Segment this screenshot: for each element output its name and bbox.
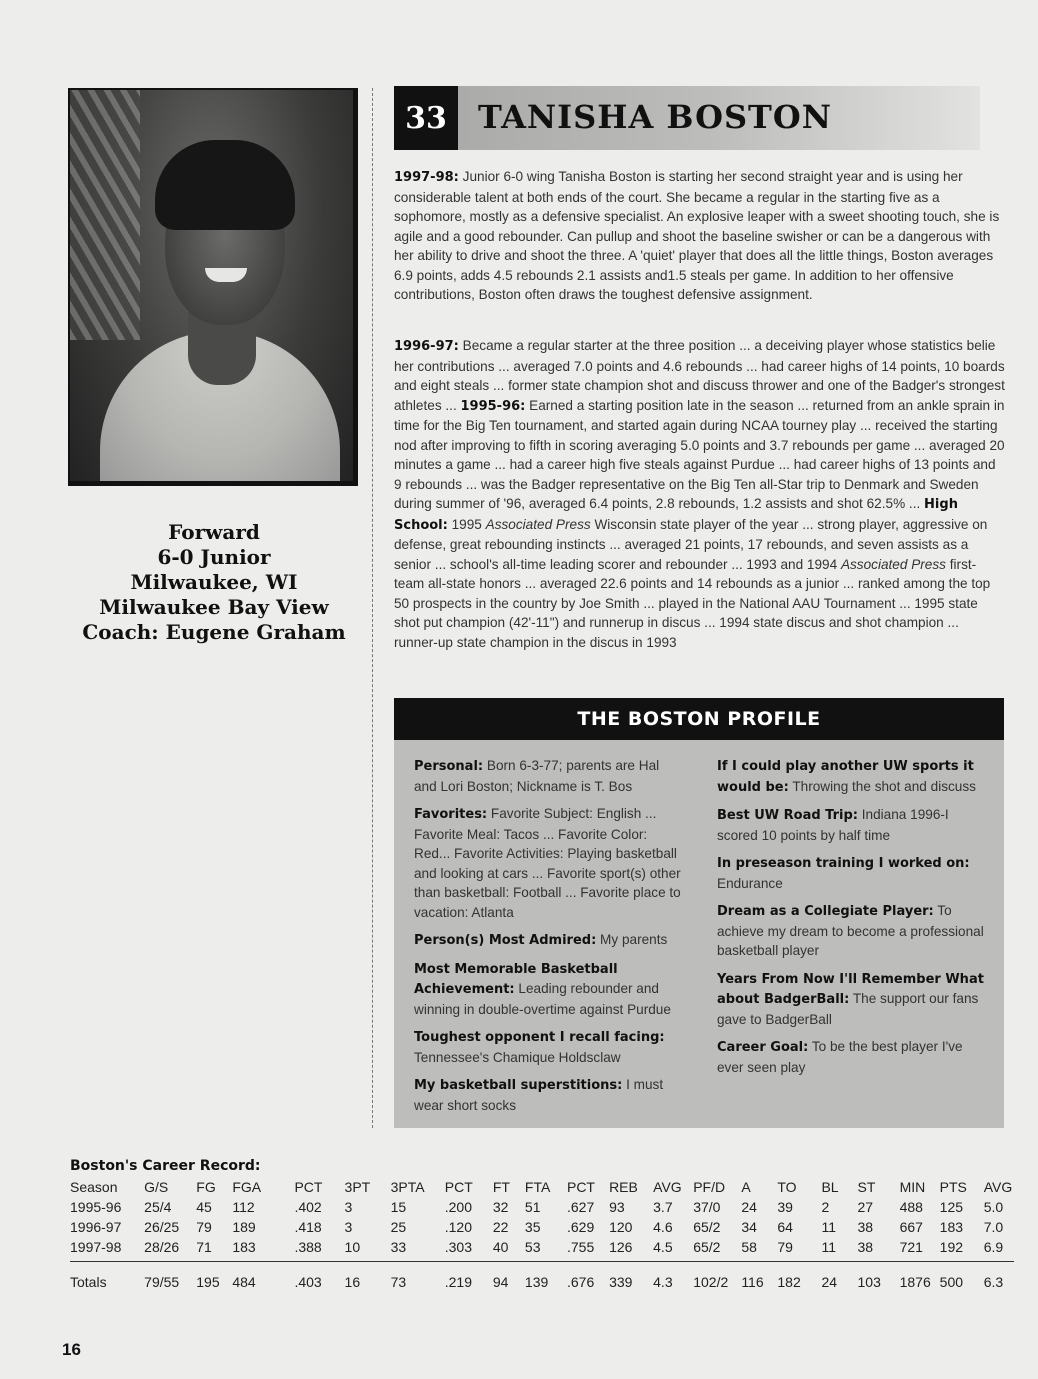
table-cell: 1876 [900,1261,940,1290]
bio-paragraph-1997 [394,167,1006,305]
table-cell: FG [196,1179,216,1195]
table-cell: 183 [232,1239,256,1255]
table-cell: 28/26 [144,1239,180,1255]
table-cell: 24 [821,1261,857,1290]
player-height-class: 6-0 Junior [157,545,271,569]
profile-right-column [717,756,987,1085]
profile-item [717,1037,987,1077]
profile-item-text: I must wear short socks [414,1077,664,1113]
table-cell: .303 [444,1239,472,1255]
profile-item-label: Toughest opponent I recall facing: [414,1030,665,1045]
table-row [70,1237,1014,1257]
profile-item-text: To be the best player I've ever seen play [717,1039,963,1075]
table-cell: 7.0 [983,1219,1004,1235]
table-cell: .418 [294,1219,322,1235]
table-totals-row [70,1261,1014,1290]
table-cell: 38 [857,1239,874,1255]
table-cell: PF/D [693,1179,726,1195]
table-cell: 1997-98 [70,1239,122,1255]
table-cell: FGA [232,1179,262,1195]
table-cell: 34 [741,1219,757,1235]
table-cell: 16 [345,1261,391,1290]
profile-item [414,1075,684,1115]
table-cell: 79 [777,1239,793,1255]
table-cell: 79/55 [144,1261,196,1290]
table-cell: 5.0 [983,1199,1004,1215]
player-vitals [60,520,368,645]
profile-item-label: Career Goal: [717,1040,809,1055]
profile-item [717,853,987,893]
table-cell: 192 [939,1239,964,1255]
table-cell: TO [777,1179,797,1195]
table-header-row [70,1177,1014,1197]
table-cell: 11 [821,1219,836,1235]
table-cell: 94 [493,1261,525,1290]
table-cell: 25 [390,1219,407,1235]
career-record [70,1158,1014,1290]
bio-label-1995: 1995-96: [460,398,526,414]
table-cell: .388 [294,1239,322,1255]
table-cell: .200 [444,1199,472,1215]
table-cell: 120 [609,1219,633,1235]
table-cell: .402 [294,1199,322,1215]
table-cell: 24 [741,1199,757,1215]
bio-text-1996: Became a regular starter at the three position ... a deceiving player whose statistics belie her contributions ... averaged 7.0 points and 4.6 rebounds ... had career highs of 14 points, 10 boards and eight steals ... former state champion shot and discuss thrower and one of the Badger's strongest athletes ... [394,338,1005,413]
profile-item [414,756,684,796]
profile-item [414,930,684,951]
bio-label-1997: 1997-98: [394,170,459,185]
profile-item [414,804,684,922]
profile-item-label: In preseason training I worked on: [717,856,970,871]
table-cell: 11 [821,1239,836,1255]
table-cell: AVG [653,1179,682,1195]
table-row [70,1197,1014,1217]
table-cell: 25/4 [144,1199,172,1215]
table-cell: 3 [344,1219,353,1235]
table-cell: REB [609,1179,638,1195]
table-cell: 37/0 [693,1199,721,1215]
table-cell: 488 [899,1199,923,1215]
profile-item-text: Favorite Subject: English ... Favorite Meal: Tacos ... Favorite Color: Red... Favorite Activities: Playing basketball and looking at cars ... Favorite sport(s) other than basketball: Football ... Favorite place to vacation: Atlanta [414,806,681,920]
bio-text-hs-b: Wisconsin state player of the year ... strong player, aggressive on defense, great rebounding instincts ... averaged 21 points, 17 rebounds, and seven assists as a senior ... school's all-time leading scorer and rebounder ... 1993 and 1994 [394,516,988,572]
table-cell: 58 [741,1239,757,1255]
table-cell: 1995-96 [70,1199,122,1215]
table-cell: PCT [294,1179,323,1195]
table-cell: .403 [294,1261,344,1290]
table-cell: 112 [232,1199,255,1215]
table-cell: 33 [390,1239,407,1255]
profile-item-text: Endurance [717,875,783,891]
profile-item-label: Years From Now I'll Remember What about BadgerBall: [717,971,984,1007]
table-cell: 51 [524,1199,541,1215]
table-cell: 125 [939,1199,964,1215]
jersey-number: 33 [394,86,458,150]
table-cell: 195 [196,1261,232,1290]
profile-item-text: To achieve my dream to become a professional basketball player [717,903,984,958]
table-cell: AVG [983,1179,1013,1195]
table-cell: 102/2 [693,1261,741,1290]
bio-label-high-school: High School: [394,497,958,533]
table-cell: 6.3 [984,1261,1014,1290]
column-divider [372,88,373,1128]
table-cell: PTS [939,1179,967,1195]
table-cell: MIN [899,1179,926,1195]
table-cell: PCT [444,1179,473,1195]
bio-text-1995: Earned a starting position late in the season ... returned from an ankle sprain in time for the Big Ten tournament, and started again during NCAA tourney play ... received the starting nod after improving to fifth in scoring averaging 5.0 points and 3.7 rebounds per game ... averaged 20 minutes a game ... had a career high five steals against Purdue ... had career highs of 13 points and 9 rebounds ... was the Badger representative on the Big Ten all-Star trip to Denmark and Sweden during summer of '96, averaged 6.4 points, 2.8 rebounds, 1.2 assists and shot 62.5% ... [394,397,1005,511]
photo-foliage [70,90,140,340]
table-cell: 73 [391,1261,445,1290]
profile-item-text: The support our fans gave to BadgerBall [717,991,979,1027]
table-cell: 126 [609,1239,633,1255]
table-cell: 3 [344,1199,353,1215]
career-record-title: Boston's Career Record: [70,1158,261,1174]
profile-item-label: If I could play another UW sports it would be: [717,759,974,795]
bio-text-1997: Junior 6-0 wing Tanisha Boston is starting her second straight year and is using her considerable talent at both ends of the court. She became a regular in the starting five as a sophomore, mostly as a defensive specialist. An explosive leaper with a sweet shooting touch, she is agile and a good rebounder. Can pullup and shoot the baseline swisher or can be a dangerous with her ability to drive and shoot the three. A 'quiet' player that does all the little things, Boston averages 6.9 points, adds 4.5 rebounds 2.1 assists and1.5 steals per game. In addition to her offensive contributions, Boston often draws the toughest defensive assignment. [394,169,1000,302]
table-cell: 339 [609,1261,653,1290]
table-cell: 4.6 [653,1219,673,1235]
profile-left-column [414,756,684,1123]
table-cell: 40 [492,1239,509,1255]
table-cell: A [741,1179,751,1195]
table-cell: 71 [196,1239,212,1255]
bio-text-ap-2: Associated Press [840,556,946,572]
profile-item-text: Throwing the shot and discuss [788,778,976,794]
table-cell: 182 [777,1261,821,1290]
page-number: 16 [62,1340,81,1359]
profile-item [414,959,684,1020]
profile-item [414,1027,684,1067]
table-cell: 1996-97 [70,1219,122,1235]
table-cell: 38 [857,1219,874,1235]
bio-text-hs-a: 1995 [447,516,486,532]
profile-item-text: Born 6-3-77; parents are Hal and Lori Boston; Nickname is T. Bos [414,758,660,794]
table-cell: 500 [940,1261,984,1290]
table-cell: 64 [777,1219,793,1235]
table-cell: 4.3 [653,1261,693,1290]
profile-item-label: Person(s) Most Admired: [414,933,597,948]
profile-item-label: Dream as a Collegiate Player: [717,904,934,919]
table-cell: 39 [777,1199,793,1215]
table-cell: 65/2 [693,1239,721,1255]
player-coach: Coach: Eugene Graham [82,620,346,644]
bio-paragraph-history [394,336,1006,652]
profile-item-text: My parents [596,932,668,947]
player-position: Forward [168,520,260,544]
photo-hair [155,140,295,230]
table-cell: 116 [741,1261,777,1290]
table-cell: .627 [566,1199,595,1215]
profile-item-label: Best UW Road Trip: [717,808,858,823]
career-stats-table [70,1177,1014,1290]
table-cell: 484 [232,1261,294,1290]
table-cell: 103 [858,1261,900,1290]
table-cell: Totals [70,1261,144,1290]
table-cell: 79 [196,1219,212,1235]
table-cell: 93 [609,1199,625,1215]
table-cell: FT [492,1179,510,1195]
table-cell: 27 [857,1199,874,1215]
table-cell: 2 [821,1199,830,1215]
table-cell: 721 [899,1239,923,1255]
table-cell: 65/2 [693,1219,721,1235]
profile-item-text: Indiana 1996-I scored 10 points by half time [717,807,949,843]
table-cell: PCT [566,1179,595,1195]
bio-label-1996: 1996-97: [394,339,459,354]
table-cell: 22 [492,1219,509,1235]
profile-item [717,805,987,845]
profile-item-label: My basketball superstitions: [414,1078,623,1093]
table-cell: 189 [232,1219,256,1235]
table-cell: 45 [196,1199,212,1215]
table-cell: BL [821,1179,839,1195]
table-cell: 35 [524,1219,541,1235]
table-cell: 3PTA [390,1179,425,1195]
player-photo [68,88,358,486]
profile-item-label: Personal: [414,759,484,774]
table-cell: 667 [899,1219,923,1235]
table-cell: Season [70,1179,118,1195]
bio-text-ap-1: Associated Press [485,516,591,532]
player-hometown: Milwaukee, WI [130,570,298,594]
profile-item [717,901,987,961]
name-banner [394,86,980,150]
table-cell: 32 [492,1199,509,1215]
table-cell: 4.5 [653,1239,673,1255]
table-cell: .755 [566,1239,595,1255]
player-high-school: Milwaukee Bay View [99,595,329,619]
table-cell: ST [857,1179,876,1195]
profile-item-label: Most Memorable Basketball Achievement: [414,961,618,997]
profile-item-text: Tennessee's Chamique Holdsclaw [414,1049,621,1065]
table-cell: 10 [344,1239,361,1255]
table-cell: 3.7 [653,1199,673,1215]
table-cell: G/S [144,1179,169,1195]
table-cell: 6.9 [983,1239,1004,1255]
table-cell: 26/25 [144,1219,180,1235]
table-cell: 53 [524,1239,541,1255]
table-cell: FTA [524,1179,551,1195]
table-cell: .219 [445,1261,493,1290]
player-name: TANISHA BOSTON [478,98,832,136]
profile-box [394,740,1004,1128]
table-cell: 139 [525,1261,567,1290]
table-cell: 15 [390,1199,407,1215]
table-cell: .629 [566,1219,595,1235]
profile-item [717,969,987,1030]
bio-text-hs-c: first-team all-state honors ... averaged 22.6 points and 14 rebounds as a junior ... ranked among the top 50 prospects in the country by Joe Smith ... played in the National AAU Tournament ... 1995 state shot put champion (42'-11") and runnerup in discus ... 1994 state discus and shot champion ... runner-up state champion in the discus in 1993 [394,556,991,650]
profile-title: THE BOSTON PROFILE [394,698,1004,740]
profile-item-label: Favorites: [414,807,488,822]
table-cell: 183 [939,1219,964,1235]
table-cell: .676 [567,1261,609,1290]
profile-item-text: Leading rebounder and winning in double-overtime against Purdue [414,981,671,1017]
profile-item [717,756,987,797]
table-row [70,1217,1014,1237]
table-cell: .120 [444,1219,472,1235]
table-cell: 3PT [344,1179,371,1195]
